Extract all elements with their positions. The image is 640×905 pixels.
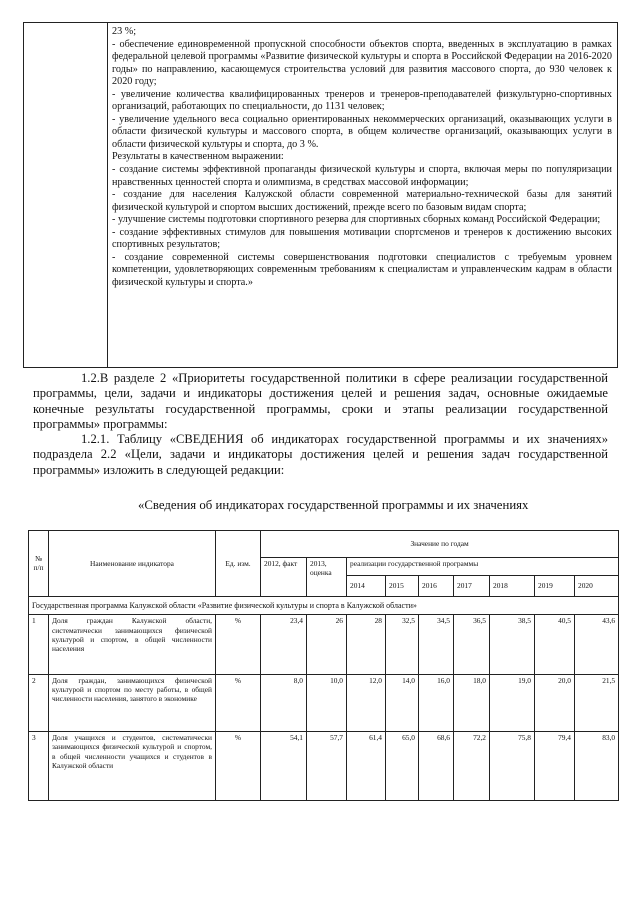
results-line: - создание для населения Калужской области современной материально-технической базы для занятий физической культурой и спортом высших достижений, прежде всего по базовым видам спорта; [112, 189, 612, 213]
value-cell: 68,6 [419, 732, 454, 801]
value-cell: 75,8 [490, 732, 535, 801]
results-line: Результаты в качественном выражении: [112, 151, 284, 163]
results-line: - создание современной системы совершенствования подготовки специалистов с требуемым уровнем компетенции, удовлетворяющих современным требованиям к специалистам и управленческим кадрам в области физической культуры и спорта.» [112, 251, 612, 288]
header-implementation: реализации государственной программы [347, 558, 619, 576]
row-number: 2 [29, 674, 49, 731]
header-year: 2018 [490, 575, 535, 596]
section-title: «Сведения об индикаторах государственной программы и их значениях [138, 498, 529, 512]
indicator-name: Доля граждан, занимающихся физической культурой и спортом по месту работы, в общей численности населения, занятого в экономике [49, 674, 216, 731]
indicator-name: Доля учащихся и студентов, систематически занимающихся физической культурой и спортом, в общей численности учащихся и студентов в Калужской области [49, 732, 216, 801]
header-year: 2020 [575, 575, 619, 596]
header-indicator-name: Наименование индикатора [49, 531, 216, 597]
table-row [29, 732, 619, 801]
value-cell: 19,0 [490, 674, 535, 731]
results-line: - увеличение удельного веса социально ориентированных некоммерческих организаций, оказывающих услуги в области физической культуры и массового спорта, в общем количестве организаций, оказывающих услуги в области физической культуры и спорта, до 3 %. [112, 113, 612, 150]
value-cell: 61,4 [347, 732, 386, 801]
value-cell: 38,5 [490, 615, 535, 674]
value-cell: 18,0 [454, 674, 490, 731]
indicator-unit: % [216, 732, 261, 801]
value-cell: 16,0 [419, 674, 454, 731]
continued-table-results-cell [112, 26, 612, 289]
indicator-unit: % [216, 615, 261, 674]
value-cell: 34,5 [419, 615, 454, 674]
value-cell: 12,0 [347, 674, 386, 731]
header-2012: 2012, факт [261, 558, 307, 597]
results-line: 23 %; [112, 26, 137, 37]
value-cell: 54,1 [261, 732, 307, 801]
value-cell: 21,5 [575, 674, 619, 731]
value-cell: 32,5 [386, 615, 419, 674]
header-unit: Ед. изм. [216, 531, 261, 597]
value-cell: 36,5 [454, 615, 490, 674]
header-year: 2015 [386, 575, 419, 596]
header-number: № п/п [29, 531, 49, 597]
value-cell: 28 [347, 615, 386, 674]
amendment-paragraphs [33, 371, 608, 478]
indicator-unit: % [216, 674, 261, 731]
paragraph-1-2: 1.2.В разделе 2 «Приоритеты государственной политики в сфере реализации государственной программы, цели, задачи и индикаторы достижения целей и решения задач, основные ожидаемые конечные результаты государственной программы, сроки и этапы реализации государственной программы» программы: [33, 371, 608, 431]
row-number: 3 [29, 732, 49, 801]
value-cell: 72,2 [454, 732, 490, 801]
value-cell: 8,0 [261, 674, 307, 731]
value-cell: 65,0 [386, 732, 419, 801]
value-cell: 10,0 [307, 674, 347, 731]
continued-table-left-column [24, 23, 108, 367]
header-values-by-year: Значение по годам [261, 531, 619, 558]
header-year: 2016 [419, 575, 454, 596]
value-cell: 57,7 [307, 732, 347, 801]
indicators-table [28, 530, 619, 801]
header-2013: 2013, оценка [307, 558, 347, 597]
value-cell: 20,0 [535, 674, 575, 731]
value-cell: 79,4 [535, 732, 575, 801]
value-cell: 23,4 [261, 615, 307, 674]
value-cell: 14,0 [386, 674, 419, 731]
value-cell: 40,5 [535, 615, 575, 674]
row-number: 1 [29, 615, 49, 674]
indicator-name: Доля граждан Калужской области, систематически занимающихся физической культурой и спортом, в общей численности населения [49, 615, 216, 674]
header-year: 2014 [347, 575, 386, 596]
value-cell: 43,6 [575, 615, 619, 674]
results-line: - создание системы эффективной пропаганды физической культуры и спорта, включая меры по популяризации нравственных ценностей спорта и олимпизма, в средствах массовой информации; [112, 164, 612, 188]
header-year: 2017 [454, 575, 490, 596]
results-line: - обеспечение единовременной пропускной способности объектов спорта, введенных в эксплуатацию в рамках федеральной целевой программы «Развитие физической культуры и спорта в Российской Федерации на 2016-2020 годы» по направлению, касающемуся строительства условий для развития массового спорта, до 930 человек к 2020 году; [112, 38, 612, 88]
continued-table [23, 22, 618, 368]
value-cell: 83,0 [575, 732, 619, 801]
value-cell: 26 [307, 615, 347, 674]
table-row [29, 615, 619, 674]
results-line: - увеличение количества квалифицированных тренеров и тренеров-преподавателей физкультурно-спортивных организаций, работающих по специальности, до 1131 человек; [112, 88, 612, 113]
results-line: - улучшение системы подготовки спортивного резерва для спортивных сборных команд Российской Федерации; [112, 214, 601, 226]
program-row: Государственная программа Калужской области «Развитие физической культуры и спорта в Калужской области» [29, 596, 619, 615]
results-line: - создание эффективных стимулов для повышения мотивации спортсменов и тренеров к достижению высоких спортивных результатов; [112, 226, 612, 251]
header-year: 2019 [535, 575, 575, 596]
table-row [29, 674, 619, 731]
paragraph-1-2-1: 1.2.1. Таблицу «СВЕДЕНИЯ об индикаторах государственной программы и их значениях» подраздела 2.2 «Цели, задачи и индикаторы достижения целей и решения задач государственной программы» изложить в следующей редакции: [33, 432, 608, 477]
